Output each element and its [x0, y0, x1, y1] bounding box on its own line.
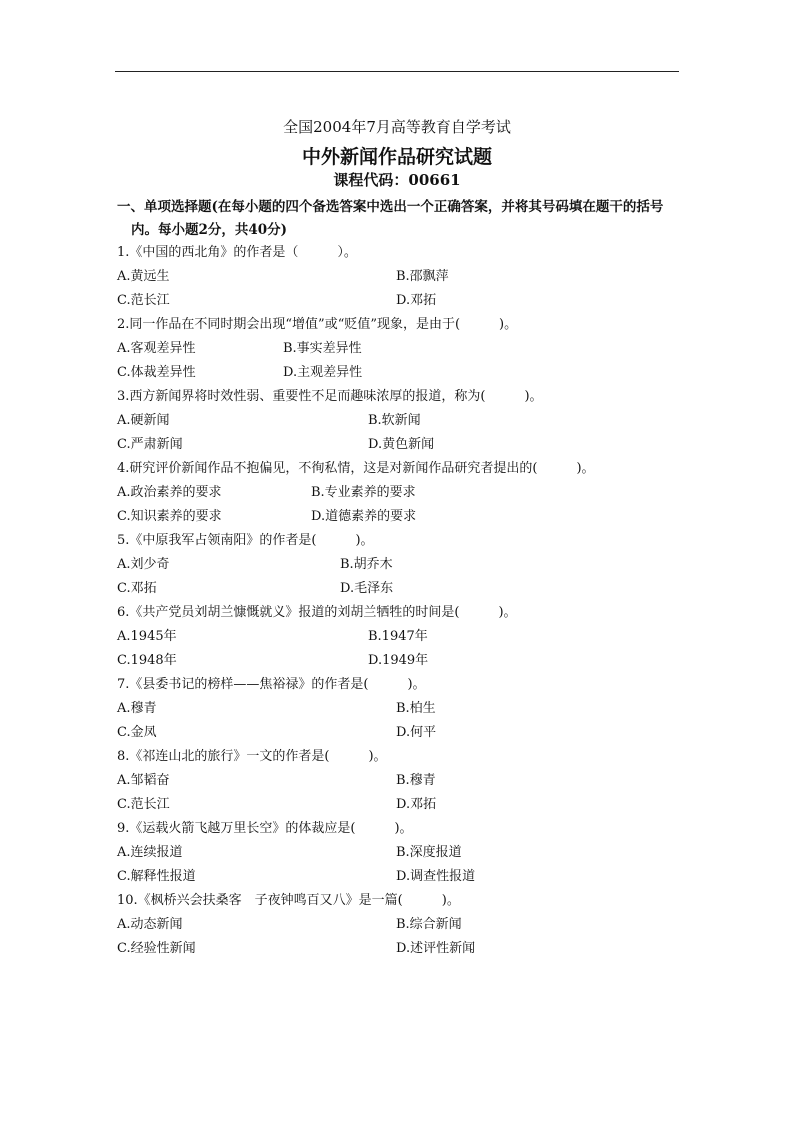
- option-c: C.解释性报道: [117, 869, 196, 884]
- question-stem: 1.《中国的西北角》的作者是（ ）。: [117, 245, 357, 260]
- course-code: 课程代码：00661: [333, 171, 461, 189]
- option-c: C.范长江: [117, 293, 170, 308]
- option-a: A.刘少奇: [117, 557, 170, 572]
- option-c: C.金凤: [117, 725, 157, 740]
- option-d: D.邓拓: [396, 797, 437, 812]
- option-a: A.穆青: [117, 701, 157, 716]
- option-b: B.穆青: [396, 773, 436, 788]
- option-a: A.动态新闻: [117, 917, 183, 932]
- option-c: C.邓拓: [117, 581, 157, 596]
- option-a: A.邹韬奋: [117, 773, 170, 788]
- question-stem: 3.西方新闻界将时效性弱、重要性不足而趣味浓厚的报道，称为( )。: [117, 389, 543, 404]
- option-d: D.毛泽东: [340, 581, 394, 596]
- option-c: C.严肃新闻: [117, 437, 183, 452]
- question-stem: 2.同一作品在不同时期会出现“增值”或“贬值”现象，是由于( )。: [117, 317, 518, 332]
- section-heading: [117, 196, 685, 242]
- option-d: D.主观差异性: [283, 365, 363, 380]
- question-stem: 5.《中原我军占领南阳》的作者是( )。: [117, 533, 374, 548]
- option-b: B.邵飘萍: [396, 269, 449, 284]
- option-a: A.硬新闻: [117, 413, 170, 428]
- header-rule: [115, 71, 679, 72]
- exam-title-line1: 全国2004年7月高等教育自学考试: [283, 118, 511, 136]
- option-d: D.调查性报道: [396, 869, 476, 884]
- option-a: A.1945年: [117, 629, 177, 644]
- option-b: B.深度报道: [396, 845, 462, 860]
- option-b: B.软新闻: [368, 413, 421, 428]
- section-heading-line1: 一、单项选择题(在每小题的四个备选答案中选出一个正确答案，并将其号码填在题干的括号: [117, 199, 664, 215]
- option-b: B.胡乔木: [340, 557, 393, 572]
- question-stem: 6.《共产党员刘胡兰慷慨就义》报道的刘胡兰牺牲的时间是( )。: [117, 605, 517, 620]
- option-b: B.专业素养的要求: [311, 485, 416, 500]
- question-stem: 10.《枫桥兴会扶桑客 子夜钟鸣百又八》是一篇( )。: [117, 893, 460, 908]
- option-a: A.政治素养的要求: [117, 485, 222, 500]
- question-stem: 8.《祁连山北的旅行》一文的作者是( )。: [117, 749, 387, 764]
- section-heading-line2: 内。每小题2分，共40分): [131, 222, 288, 238]
- option-c: C.体裁差异性: [117, 365, 196, 380]
- question-stem: 4.研究评价新闻作品不抱偏见，不徇私情，这是对新闻作品研究者提出的( )。: [117, 461, 595, 476]
- option-a: A.连续报道: [117, 845, 183, 860]
- option-b: B.1947年: [368, 629, 428, 644]
- option-d: D.何平: [396, 725, 437, 740]
- option-a: A.黄远生: [117, 269, 170, 284]
- option-d: D.道德素养的要求: [311, 509, 417, 524]
- question-stem: 7.《县委书记的榜样——焦裕禄》的作者是( )。: [117, 677, 426, 692]
- option-d: D.邓拓: [396, 293, 437, 308]
- option-b: B.柏生: [396, 701, 436, 716]
- option-c: C.知识素养的要求: [117, 509, 222, 524]
- option-a: A.客观差异性: [117, 341, 196, 356]
- option-b: B.综合新闻: [396, 917, 462, 932]
- option-d: D.1949年: [368, 653, 429, 668]
- option-c: C.1948年: [117, 653, 177, 668]
- option-d: D.黄色新闻: [368, 437, 435, 452]
- option-c: C.范长江: [117, 797, 170, 812]
- option-b: B.事实差异性: [283, 341, 362, 356]
- question-stem: 9.《运载火箭飞越万里长空》的体裁应是( )。: [117, 821, 413, 836]
- option-c: C.经验性新闻: [117, 941, 196, 956]
- option-d: D.述评性新闻: [396, 941, 476, 956]
- exam-title-line2: 中外新闻作品研究试题: [301, 146, 492, 168]
